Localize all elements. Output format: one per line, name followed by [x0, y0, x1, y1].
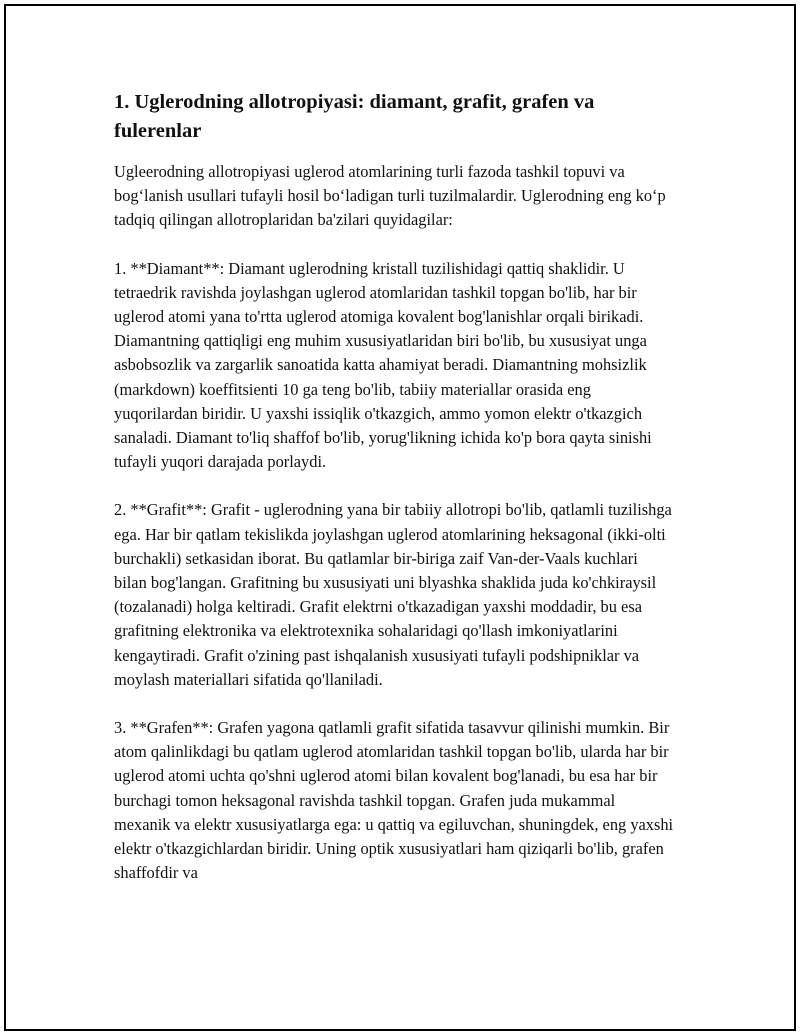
document-body [114, 88, 674, 909]
document-title: 1. Uglerodning allotropiyasi: diamant, grafit, grafen va fulerenlar [114, 91, 595, 142]
diamant-paragraph: 1. **Diamant**: Diamant uglerodning kristall tuzilishidagi qattiq shaklidir. U tetraedrik ravishda joylashgan uglerod atomlaridan tashkil topgan bo'lib, har bir uglerod atomi yana to'rtta uglerod atomiga kovalent bog'lanishlar orqali birikadi. Diamantning qattiqligi eng muhim xususiyatlaridan biri bo'lib, bu xususiyat unga asbobsozlik va zargarlik sanoatida katta ahamiyat beradi. Diamantning mohsizlik (markdown) koeffitsienti 10 ga teng bo'lib, tabiiy materiallar orasida eng yuqorilardan biridir. U yaxshi issiqlik o'tkazgich, ammo yomon elektr o'tkazgich sanaladi. Diamant to'liq shaffof bo'lib, yorug'likning ichida ko'p bora qayta sinishi tufayli yuqori darajada porlaydi. [114, 258, 652, 472]
intro-paragraph: Ugleerodning allotropiyasi uglerod atomlarining turli fazoda tashkil topuvi va bog‘lanish usullari tufayli hosil bo‘ladigan turli tuzilmalardir. Uglerodning eng ko‘p tadqiq qilingan allotroplaridan ba'zilari quyidagilar: [114, 162, 666, 230]
grafen-paragraph: 3. **Grafen**: Grafen yagona qatlamli grafit sifatida tasavvur qilinishi mumkin. Bir atom qalinlikdagi bu qatlam uglerod atomlaridan tashkil topgan bo'lib, ularda har bir uglerod atomi uchta qo'shni uglerod atomi bilan kovalent bog'lanadi, bu esa har bir burchagi tomon heksagonal ravishda tashkil topgan. Grafen juda mukammal mexanik va elektr xususiyatlarga ega: u qattiq va egiluvchan, shuningdek, eng yaxshi elektr o'tkazgichlardan biridir. Uning optik xususiyatlari ham qiziqarli bo'lib, grafen shaffofdir va [114, 718, 674, 883]
grafit-paragraph: 2. **Grafit**: Grafit - uglerodning yana bir tabiiy allotropi bo'lib, qatlamli tuzilishga ega. Har bir qatlam tekislikda joylashgan uglerod atomlarining heksagonal (ikki-olti burchakli) setkasidan iborat. Bu qatlamlar bir-biriga zaif Van-der-Vaals kuchlari bilan bog'langan. Grafitning bu xususiyati uni blyashka shaklida juda ko'chkiraysil (tozalanadi) holga keltiradi. Grafit elektrni o'tkazadigan yaxshi moddadir, bu esa grafitning elektronika va elektrotexnika sohalaridagi qo'llash imkoniyatlarini kengaytiradi. Grafit o'zining past ishqalanish xususiyati tufayli podshipniklar va moylash materiallari sifatida qo'llaniladi. [114, 500, 672, 689]
